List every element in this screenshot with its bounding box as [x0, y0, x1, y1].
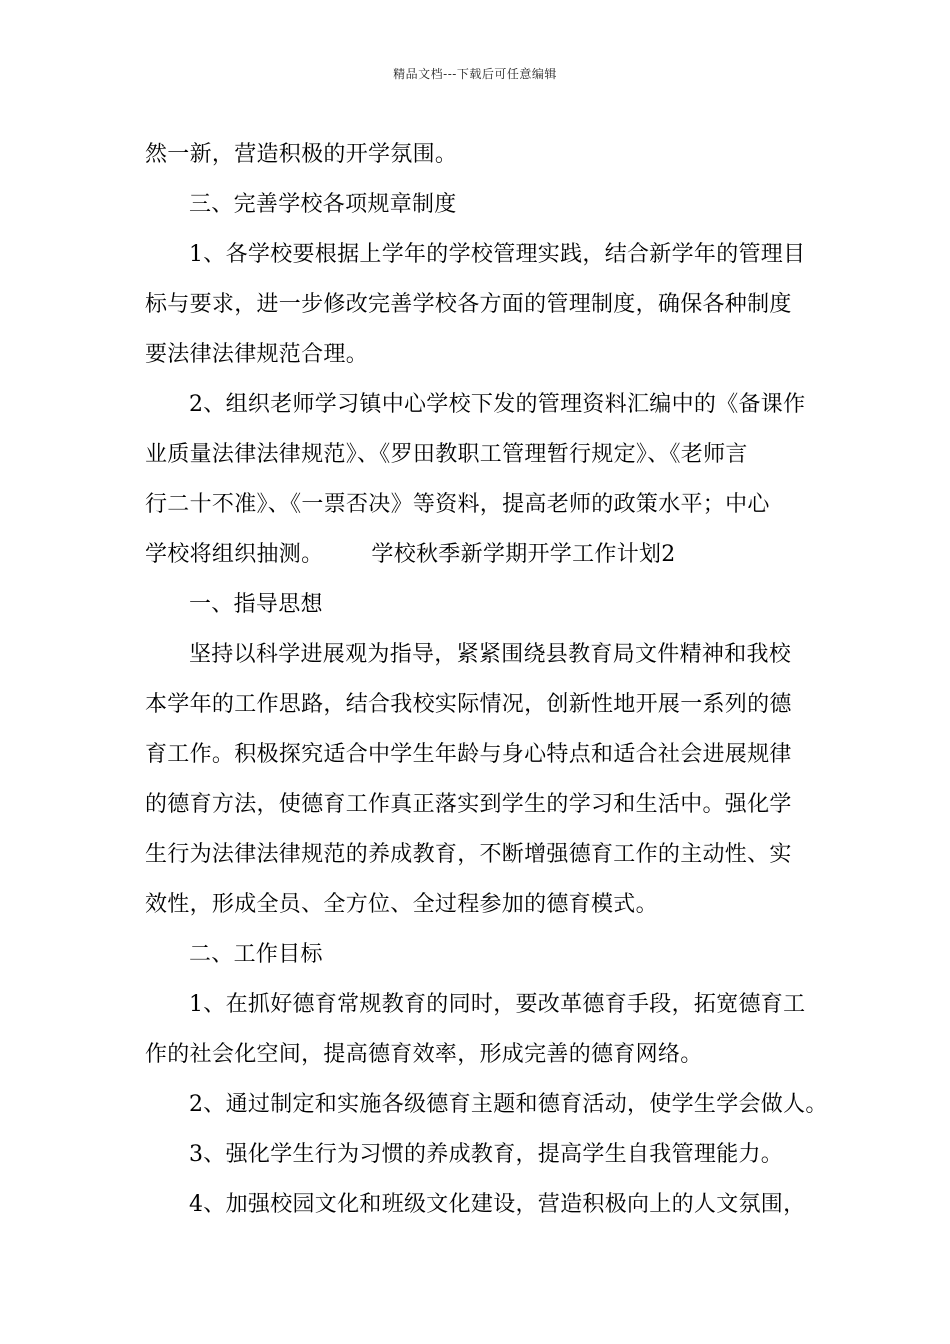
document-body	[145, 130, 828, 1230]
text-line	[145, 880, 813, 930]
text-line	[145, 230, 813, 280]
line-text: 二、工作目标	[189, 942, 323, 967]
line-text: 要法律法律规范合理。	[145, 342, 369, 367]
line-text: 标与要求，进一步修改完善学校各方面的管理制度，确保各种制度	[145, 292, 792, 317]
text-line	[145, 1130, 813, 1180]
line-text: 育工作。积极探究适合中学生年龄与身心特点和适合社会进展规律	[145, 742, 792, 767]
line-text: 学校将组织抽测。	[145, 542, 324, 567]
line-text: 然一新，营造积极的开学氛围。	[145, 142, 458, 167]
text-line	[145, 1180, 813, 1230]
line-text: 行二十不准》、《一票否决》等资料，提高老师的政策水平；中心	[145, 492, 770, 517]
text-line	[145, 730, 813, 780]
section-heading	[145, 930, 813, 980]
text-line	[145, 130, 813, 180]
line-text: 一、指导思想	[189, 592, 323, 617]
line-text: 生行为法律法律规范的养成教育，不断增强德育工作的主动性、实	[145, 842, 792, 867]
line-text: 三、完善学校各项规章制度	[189, 192, 457, 217]
line-text: 2、组织老师学习镇中心学校下发的管理资料汇编中的《备课作	[189, 392, 806, 417]
text-line	[145, 330, 813, 380]
line-text: 2、通过制定和实施各级德育主题和德育活动，使学生学会做人。	[189, 1092, 828, 1117]
line-text: 本学年的工作思路，结合我校实际情况，创新性地开展一系列的德	[145, 692, 792, 717]
line-text: 3、强化学生行为习惯的养成教育，提高学生自我管理能力。	[189, 1142, 784, 1167]
text-line	[145, 830, 813, 880]
section-heading	[145, 580, 813, 630]
document-subtitle: 学校秋季新学期开学工作计划2	[371, 542, 676, 567]
line-text: 作的社会化空间，提高德育效率，形成完善的德育网络。	[145, 1042, 703, 1067]
line-text: 4、加强校园文化和班级文化建设，营造积极向上的人文氛围，	[189, 1192, 806, 1217]
line-text: 效性，形成全员、全方位、全过程参加的德育模式。	[145, 892, 658, 917]
text-line	[145, 1080, 828, 1130]
line-text: 的德育方法，使德育工作真正落实到学生的学习和生活中。强化学	[145, 792, 792, 817]
text-line	[145, 680, 813, 730]
text-line	[145, 380, 813, 430]
text-line	[145, 430, 813, 480]
page-header: 精品文档---下载后可任意编辑	[393, 67, 557, 81]
section-heading	[145, 180, 813, 230]
text-line	[145, 480, 813, 530]
line-text: 业质量法律法律规范》、《罗田教职工管理暂行规定》、《老师言	[145, 442, 748, 467]
text-line	[145, 780, 813, 830]
text-line	[145, 630, 813, 680]
text-line	[145, 280, 813, 330]
text-line	[145, 1030, 813, 1080]
line-text: 1、各学校要根据上学年的学校管理实践，结合新学年的管理目	[189, 242, 806, 267]
line-text: 坚持以科学进展观为指导，紧紧围绕县教育局文件精神和我校	[189, 642, 792, 667]
text-line	[145, 980, 813, 1030]
line-text: 1、在抓好德育常规教育的同时，要改革德育手段，拓宽德育工	[189, 992, 806, 1017]
text-line	[145, 530, 813, 580]
